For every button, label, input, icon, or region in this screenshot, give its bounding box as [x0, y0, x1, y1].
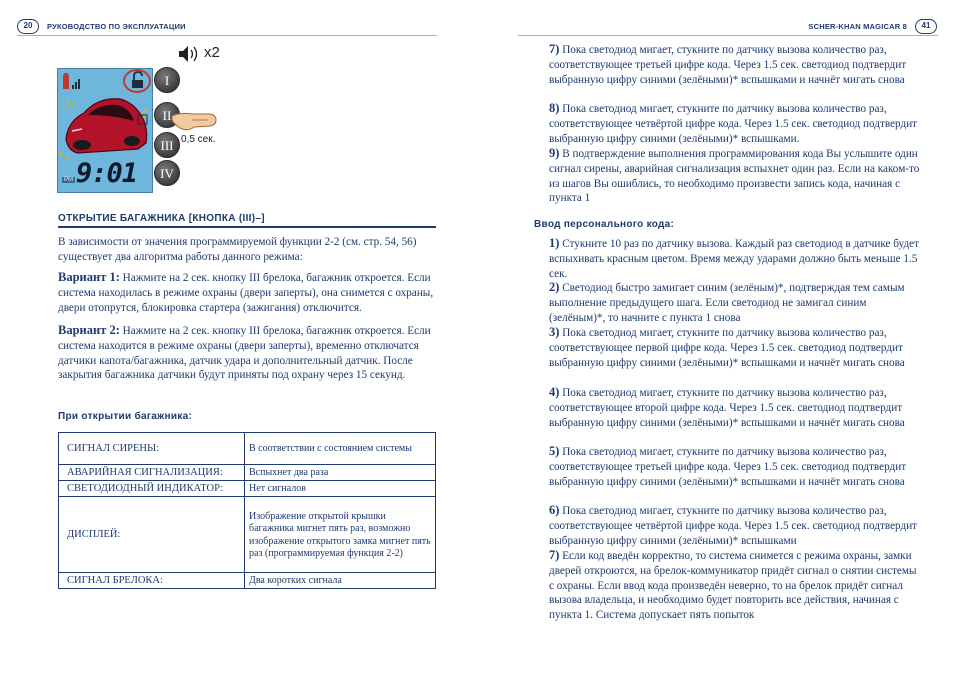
- table-value: Два коротких сигнала: [245, 573, 436, 589]
- header-title-right: SCHER-KHAN MAGICAR 8: [808, 21, 907, 31]
- step-text: Пока светодиод мигает, стукните по датчику вызова количество раз, соответствующее третьей цифре кода. Через 1.5 сек. светодиод подтвердит выбранную цифру синими (зелёными)* вспышками и начнёт мигать снова: [549, 446, 907, 488]
- personal-step: [549, 280, 921, 325]
- table-row: [59, 573, 436, 589]
- code-step: [549, 42, 921, 87]
- page-number-right: 41: [915, 19, 937, 34]
- variant-1: [58, 270, 438, 315]
- step-number: 6): [549, 503, 560, 517]
- table-key: СИГНАЛ БРЕЛОКА:: [59, 573, 245, 589]
- table-key: АВАРИЙНАЯ СИГНАЛИЗАЦИЯ:: [59, 465, 245, 481]
- trunk-heading: ОТКРЫТИЕ БАГАЖНИКА [КНОПКА (III)–]: [58, 213, 265, 224]
- table-row: [59, 481, 436, 497]
- step-text: Пока светодиод мигает, стукните по датчику вызова количество раз, соответствующее четвёртой цифре кода. Через 1.5 сек. светодиод подтвердит выбранную цифру синими (зелёными)* вспышками: [549, 505, 918, 547]
- finger-press-icon: [170, 106, 220, 134]
- step-text: Если код введён корректно, то система снимется с режима охраны, замки дверей откроются, на брелок-коммуникатор придёт сигнал о снятии системы с охраны. Если ввод кода произведён неверно, то на брелок придёт сигнал вызова владельца, и необходимо будет повторить все действия, начиная с пункта 1. Система допускает пять попыток: [549, 550, 917, 622]
- step-number: 4): [549, 385, 560, 399]
- personal-step: [549, 325, 921, 370]
- header-divider-left: [17, 35, 437, 36]
- personal-step: [549, 444, 921, 489]
- keyfob-button-1: I: [154, 67, 180, 93]
- step-number: 2): [549, 280, 560, 294]
- step-text: Светодиод быстро замигает синим (зелёным)*, подтверждая тем самым выполнение предыдущего шага. Если светодиод не замигал синим (зелёным)*, то начните с пункта 1 снова: [549, 282, 905, 324]
- variant-2: [58, 323, 438, 383]
- header-right: [808, 17, 937, 35]
- step-text: Стукните 10 раз по датчику вызова. Каждый раз светодиод в датчике будет вспыхивать красным цветом. Время между ударами должно быть меньше 1.5 сек.: [549, 238, 919, 280]
- personal-step: [549, 548, 921, 623]
- table-row: [59, 433, 436, 465]
- code-step: [549, 101, 921, 146]
- table-key: ДИСПЛЕЙ:: [59, 497, 245, 573]
- personal-code-heading: Ввод персонального кода:: [534, 219, 675, 230]
- step-text: В подтверждение выполнения программирования кода Вы услышите один сигнал сирены, аварийная сигнализация вспыхнет один раз. Если на каком-то из шагов Вы ошиблись, то необходимо произвести запись кода, начиная с пункта 1: [549, 148, 920, 205]
- keyfob-button-3: III: [154, 132, 180, 158]
- page-number-left: 20: [17, 19, 39, 34]
- step-number: 8): [549, 101, 560, 115]
- table-key: СИГНАЛ СИРЕНЫ:: [59, 433, 245, 465]
- variant-1-label: Вариант 1:: [58, 270, 120, 284]
- step-number: 7): [549, 42, 560, 56]
- personal-step: [549, 236, 921, 281]
- trunk-heading-rule: [58, 226, 436, 228]
- variant-2-text: Нажмите на 2 сек. кнопку III брелока, багажник откроется. Если система находится в режиме охраны (двери заперты), временно отключатся датчики капота/багажника, датчик удара и дополнительный датчик. После закрытия багажника датчики будут приняты под охрану через 15 секунд.: [58, 325, 431, 382]
- lcd-ampm: PM: [64, 177, 73, 183]
- speaker-icon: [177, 44, 201, 64]
- variant-1-text: Нажмите на 2 сек. кнопку III брелока, багажник откроется. Если система находилась в режиме охраны (двери заперты), она снимется с охраны, двери отопрутся, блокировка стартера (зажигания) отключится.: [58, 272, 434, 314]
- personal-step: [549, 503, 921, 548]
- header-title-left: РУКОВОДСТВО ПО ЭКСПЛУАТАЦИИ: [47, 21, 186, 31]
- step-number: 5): [549, 444, 560, 458]
- opening-heading: При открытии багажника:: [58, 411, 193, 422]
- step-number: 3): [549, 325, 560, 339]
- header-left: [17, 17, 186, 35]
- table-row: [59, 497, 436, 573]
- variant-2-label: Вариант 2:: [58, 323, 120, 337]
- personal-step: [549, 385, 921, 430]
- table-value: В соответствии с состоянием системы: [245, 433, 436, 465]
- step-number: 1): [549, 236, 560, 250]
- trunk-intro: В зависимости от значения программируемой функции 2-2 (см. стр. 54, 56) существует два алгоритма работы данного режима:: [58, 236, 417, 263]
- opening-signals-table: [58, 432, 436, 589]
- battery-icon: [63, 75, 69, 89]
- table-key: СВЕТОДИОДНЫЙ ИНДИКАТОР:: [59, 481, 245, 497]
- unlocked-padlock-icon: [122, 68, 152, 94]
- step-number: 9): [549, 146, 560, 160]
- press-count: x2: [204, 44, 220, 61]
- step-text: Пока светодиод мигает, стукните по датчику вызова количество раз, соответствующее третьей цифре кода. Через 1.5 сек. светодиод подтвердит выбранную цифру синими (зелёными)* вспышками и начнёт мигать снова: [549, 44, 907, 86]
- keyfob-button-2: II: [154, 102, 180, 128]
- keyfob-button-4: IV: [154, 160, 180, 186]
- table-value: Вспыхнет два раза: [245, 465, 436, 481]
- signal-icon: [72, 85, 74, 89]
- step-text: Пока светодиод мигает, стукните по датчику вызова количество раз, соответствующее первой цифре кода. Через 1.5 сек. светодиод подтвердит выбранную цифру синими (зелёными)* вспышками и начнёт мигать снова: [549, 327, 905, 369]
- table-row: [59, 465, 436, 481]
- table-value: Изображение открытой крышки багажника мигнет пять раз, возможно изображение открытого замка мигнет пять раз (программируемая функция 2-2): [245, 497, 436, 573]
- press-duration: 0,5 сек.: [181, 134, 216, 145]
- code-step: [549, 146, 921, 206]
- step-text: Пока светодиод мигает, стукните по датчику вызова количество раз, соответствующее второй цифре кода. Через 1.5 сек. светодиод подтвердит выбранную цифру синими (зелёными)* вспышками и начнёт мигать снова: [549, 387, 905, 429]
- step-text: Пока светодиод мигает, стукните по датчику вызова количество раз, соответствующее четвёртой цифре кода. Через 1.5 сек. светодиод подтвердит выбранную цифру синими (зелёными)* вспышками.: [549, 103, 918, 145]
- lcd-clock: 9:01: [76, 158, 138, 189]
- table-value: Нет сигналов: [245, 481, 436, 497]
- step-number: 7): [549, 548, 560, 562]
- header-divider-right: [518, 35, 938, 36]
